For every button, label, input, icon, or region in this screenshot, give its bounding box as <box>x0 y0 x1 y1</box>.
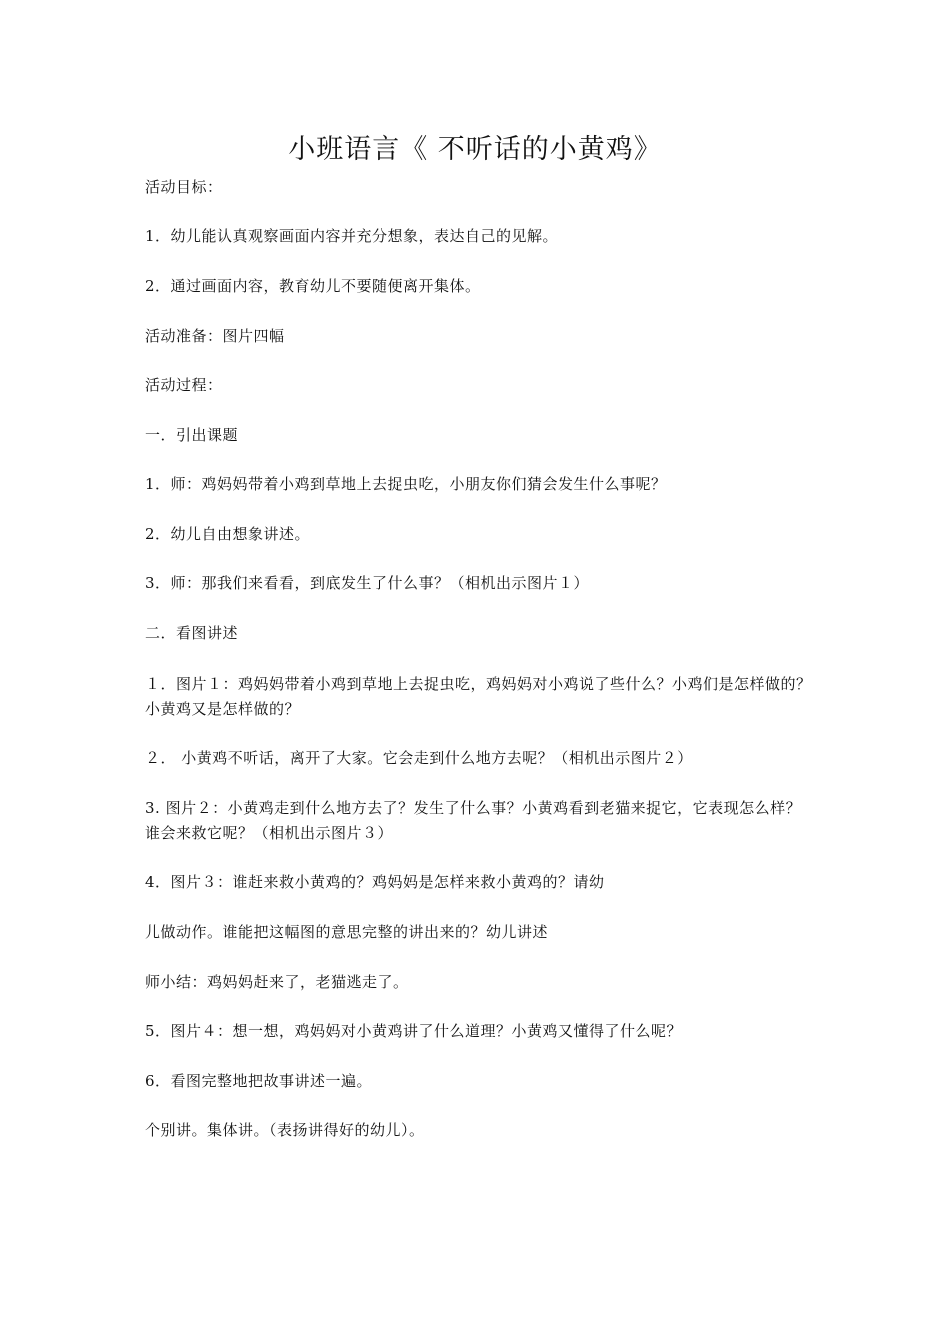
process-part-2-heading: 二．看图讲述 <box>145 624 239 642</box>
process-step-1-3: 3．师：那我们来看看，到底发生了什么事？（相机出示图片１） <box>145 574 590 592</box>
process-step-2-4: 4．图片３：谁赶来救小黄鸡的？鸡妈妈是怎样来救小黄鸡的？请幼 <box>145 873 605 891</box>
process-step-2-3: 3. 图片２：小黄鸡走到什么地方去了？发生了什么事？小黄鸡看到老猫来捉它，它表现怎么样？谁会来救它呢？（相机出示图片３） <box>145 799 802 842</box>
process-step-2-1: １．图片１：鸡妈妈带着小鸡到草地上去捉虫吃，鸡妈妈对小鸡说了些什么？小鸡们是怎样做的？小黄鸡又是怎样做的？ <box>145 675 812 718</box>
teacher-summary: 师小结：鸡妈妈赶来了，老猫逃走了。 <box>145 973 409 991</box>
section-heading-process: 活动过程： <box>145 376 223 394</box>
process-step-2-5: 5．图片４：想一想，鸡妈妈对小黄鸡讲了什么道理？小黄鸡又懂得了什么呢？ <box>145 1022 683 1040</box>
process-step-1-1: 1．师：鸡妈妈带着小鸡到草地上去捉虫吃，小朋友你们猜会发生什么事呢？ <box>145 475 667 493</box>
closing-note: 个别讲。集体讲。（表扬讲得好的幼儿）。 <box>145 1121 425 1139</box>
process-step-2-2: ２． 小黄鸡不听话，离开了大家。它会走到什么地方去呢？（相机出示图片２） <box>145 749 693 767</box>
process-part-1-heading: 一．引出课题 <box>145 426 239 444</box>
section-heading-goals: 活动目标： <box>145 178 223 196</box>
process-step-1-2: 2．幼儿自由想象讲述。 <box>145 525 311 543</box>
goal-item-2: 2．通过画面内容，教育幼儿不要随便离开集体。 <box>145 277 481 295</box>
section-heading-preparation: 活动准备：图片四幅 <box>145 327 285 345</box>
goal-item-1: 1．幼儿能认真观察画面内容并充分想象，表达自己的见解。 <box>145 227 559 245</box>
document-title: 小班语言《 不听话的小黄鸡》 <box>288 134 662 165</box>
process-step-2-4-continued: 儿做动作。谁能把这幅图的意思完整的讲出来的？幼儿讲述 <box>145 923 549 941</box>
process-step-2-6: 6．看图完整地把故事讲述一遍。 <box>145 1072 373 1090</box>
